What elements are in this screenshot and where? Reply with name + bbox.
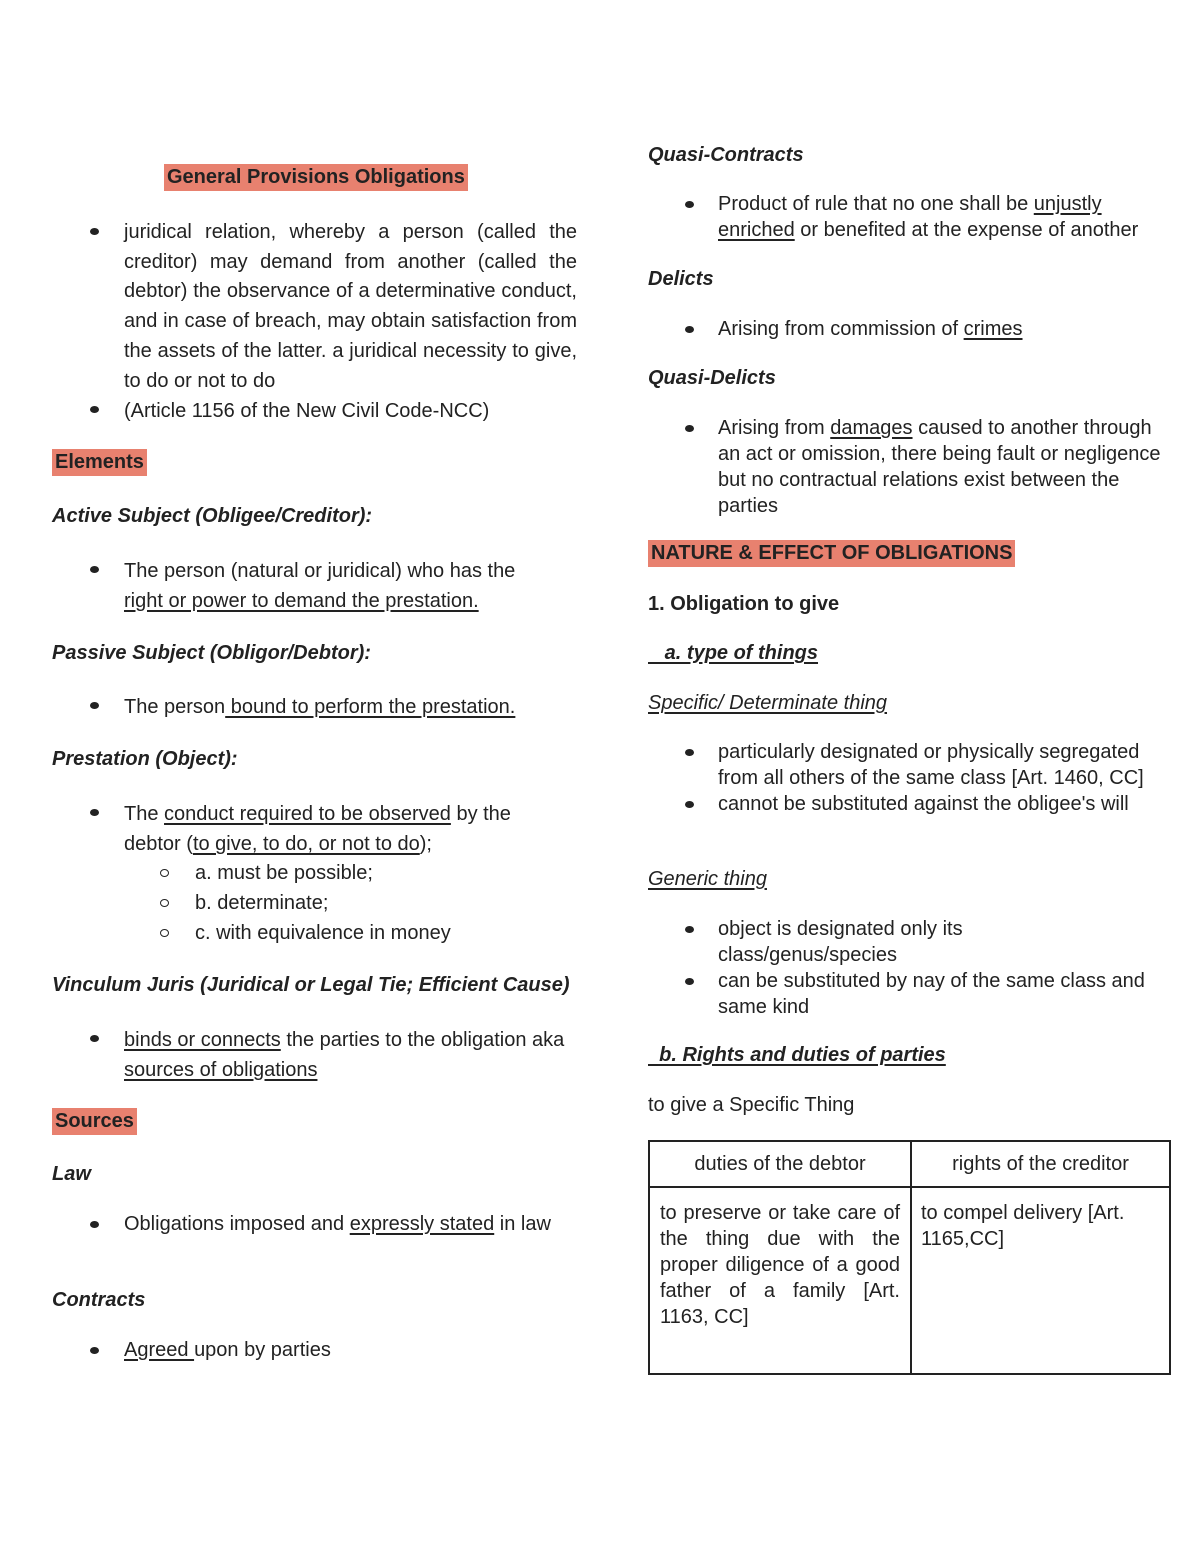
list-item: Product of rule that no one shall be unjustly enriched or benefited at the expense of another <box>648 191 1178 243</box>
specific-thing-list <box>648 739 1173 817</box>
vinculum-juris-list <box>52 1025 577 1085</box>
contracts-list <box>52 1337 577 1363</box>
table-header-creditor: rights of the creditor <box>911 1141 1170 1187</box>
rights-duties-table <box>648 1140 1171 1375</box>
list-item: Obligations imposed and expressly stated in law <box>52 1211 577 1237</box>
list-item: can be substituted by nay of the same class and same kind <box>648 968 1173 1020</box>
general-provisions-list <box>52 218 577 426</box>
general-provisions-title: General Provisions Obligations <box>164 164 468 191</box>
contracts-heading: Contracts <box>52 1289 146 1311</box>
prestation-heading: Prestation (Object): <box>52 748 238 770</box>
list-item: c. with equivalence in money <box>52 918 577 948</box>
list-item: cannot be substituted against the obligee's will <box>648 791 1173 817</box>
rights-duties-heading: b. Rights and duties of parties <box>648 1044 946 1066</box>
list-item: Arising from damages caused to another through an act or omission, there being fault or negligence but no contractual relations exist between the parties <box>648 415 1173 519</box>
list-item: particularly designated or physically segregated from all others of the same class [Art. 1460, CC] <box>648 739 1173 791</box>
list-item: The person bound to perform the prestation. <box>52 692 577 722</box>
list-item: b. determinate; <box>52 888 577 918</box>
vinculum-juris-heading: Vinculum Juris (Juridical or Legal Tie; Efficient Cause) <box>52 974 570 996</box>
list-item: The person (natural or juridical) who has the right or power to demand the prestation. <box>52 556 577 616</box>
table-cell-creditor-right: to compel delivery [Art. 1165,CC] <box>911 1187 1170 1374</box>
law-heading: Law <box>52 1163 91 1185</box>
table-row <box>649 1187 1170 1374</box>
active-subject-list <box>52 556 577 616</box>
quasi-contracts-heading: Quasi-Contracts <box>648 144 804 166</box>
list-item: The conduct required to be observed by the debtor (to give, to do, or not to do); <box>52 799 577 859</box>
table-header-debtor: duties of the debtor <box>649 1141 911 1187</box>
table-header-row <box>649 1141 1170 1187</box>
elements-heading: Elements <box>52 449 147 476</box>
list-item: binds or connects the parties to the obligation aka sources of obligations <box>52 1025 577 1085</box>
list-item: object is designated only its class/genus/species <box>648 916 1173 968</box>
obligation-to-give-heading: 1. Obligation to give <box>648 593 840 615</box>
prestation-requirements <box>52 858 577 948</box>
to-give-specific-thing: to give a Specific Thing <box>648 1094 855 1116</box>
delicts-heading: Delicts <box>648 268 714 290</box>
specific-thing-heading: Specific/ Determinate thing <box>648 692 888 714</box>
nature-effect-heading: NATURE & EFFECT OF OBLIGATIONS <box>648 540 1015 567</box>
type-of-things-heading: a. type of things <box>648 642 819 664</box>
active-subject-heading: Active Subject (Obligee/Creditor): <box>52 505 373 527</box>
quasi-delicts-list <box>648 415 1173 519</box>
general-provisions-heading <box>164 164 468 191</box>
list-item: a. must be possible; <box>52 858 577 888</box>
list-item: Agreed upon by parties <box>52 1337 577 1363</box>
sources-heading: Sources <box>52 1108 137 1135</box>
passive-subject-heading: Passive Subject (Obligor/Debtor): <box>52 642 371 664</box>
quasi-delicts-heading: Quasi-Delicts <box>648 367 776 389</box>
generic-thing-list <box>648 916 1173 1020</box>
passive-subject-list <box>52 692 577 722</box>
list-item: Arising from commission of crimes <box>648 316 1173 342</box>
law-list <box>52 1211 577 1237</box>
prestation-list <box>52 799 577 859</box>
list-item: juridical relation, whereby a person (called the creditor) may demand from another (called the debtor) the observance of a determinative conduct, and in case of breach, may obtain satisfaction from the assets of the latter. a juridical necessity to give, to do or not to do <box>52 218 577 396</box>
table-cell-debtor-duty: to preserve or take care of the thing due with the proper diligence of a good father of a family [Art. 1163, CC] <box>649 1187 911 1374</box>
generic-thing-heading: Generic thing <box>648 868 767 890</box>
delicts-list <box>648 316 1173 342</box>
quasi-contracts-list <box>648 191 1178 243</box>
list-item: (Article 1156 of the New Civil Code-NCC) <box>52 396 577 426</box>
